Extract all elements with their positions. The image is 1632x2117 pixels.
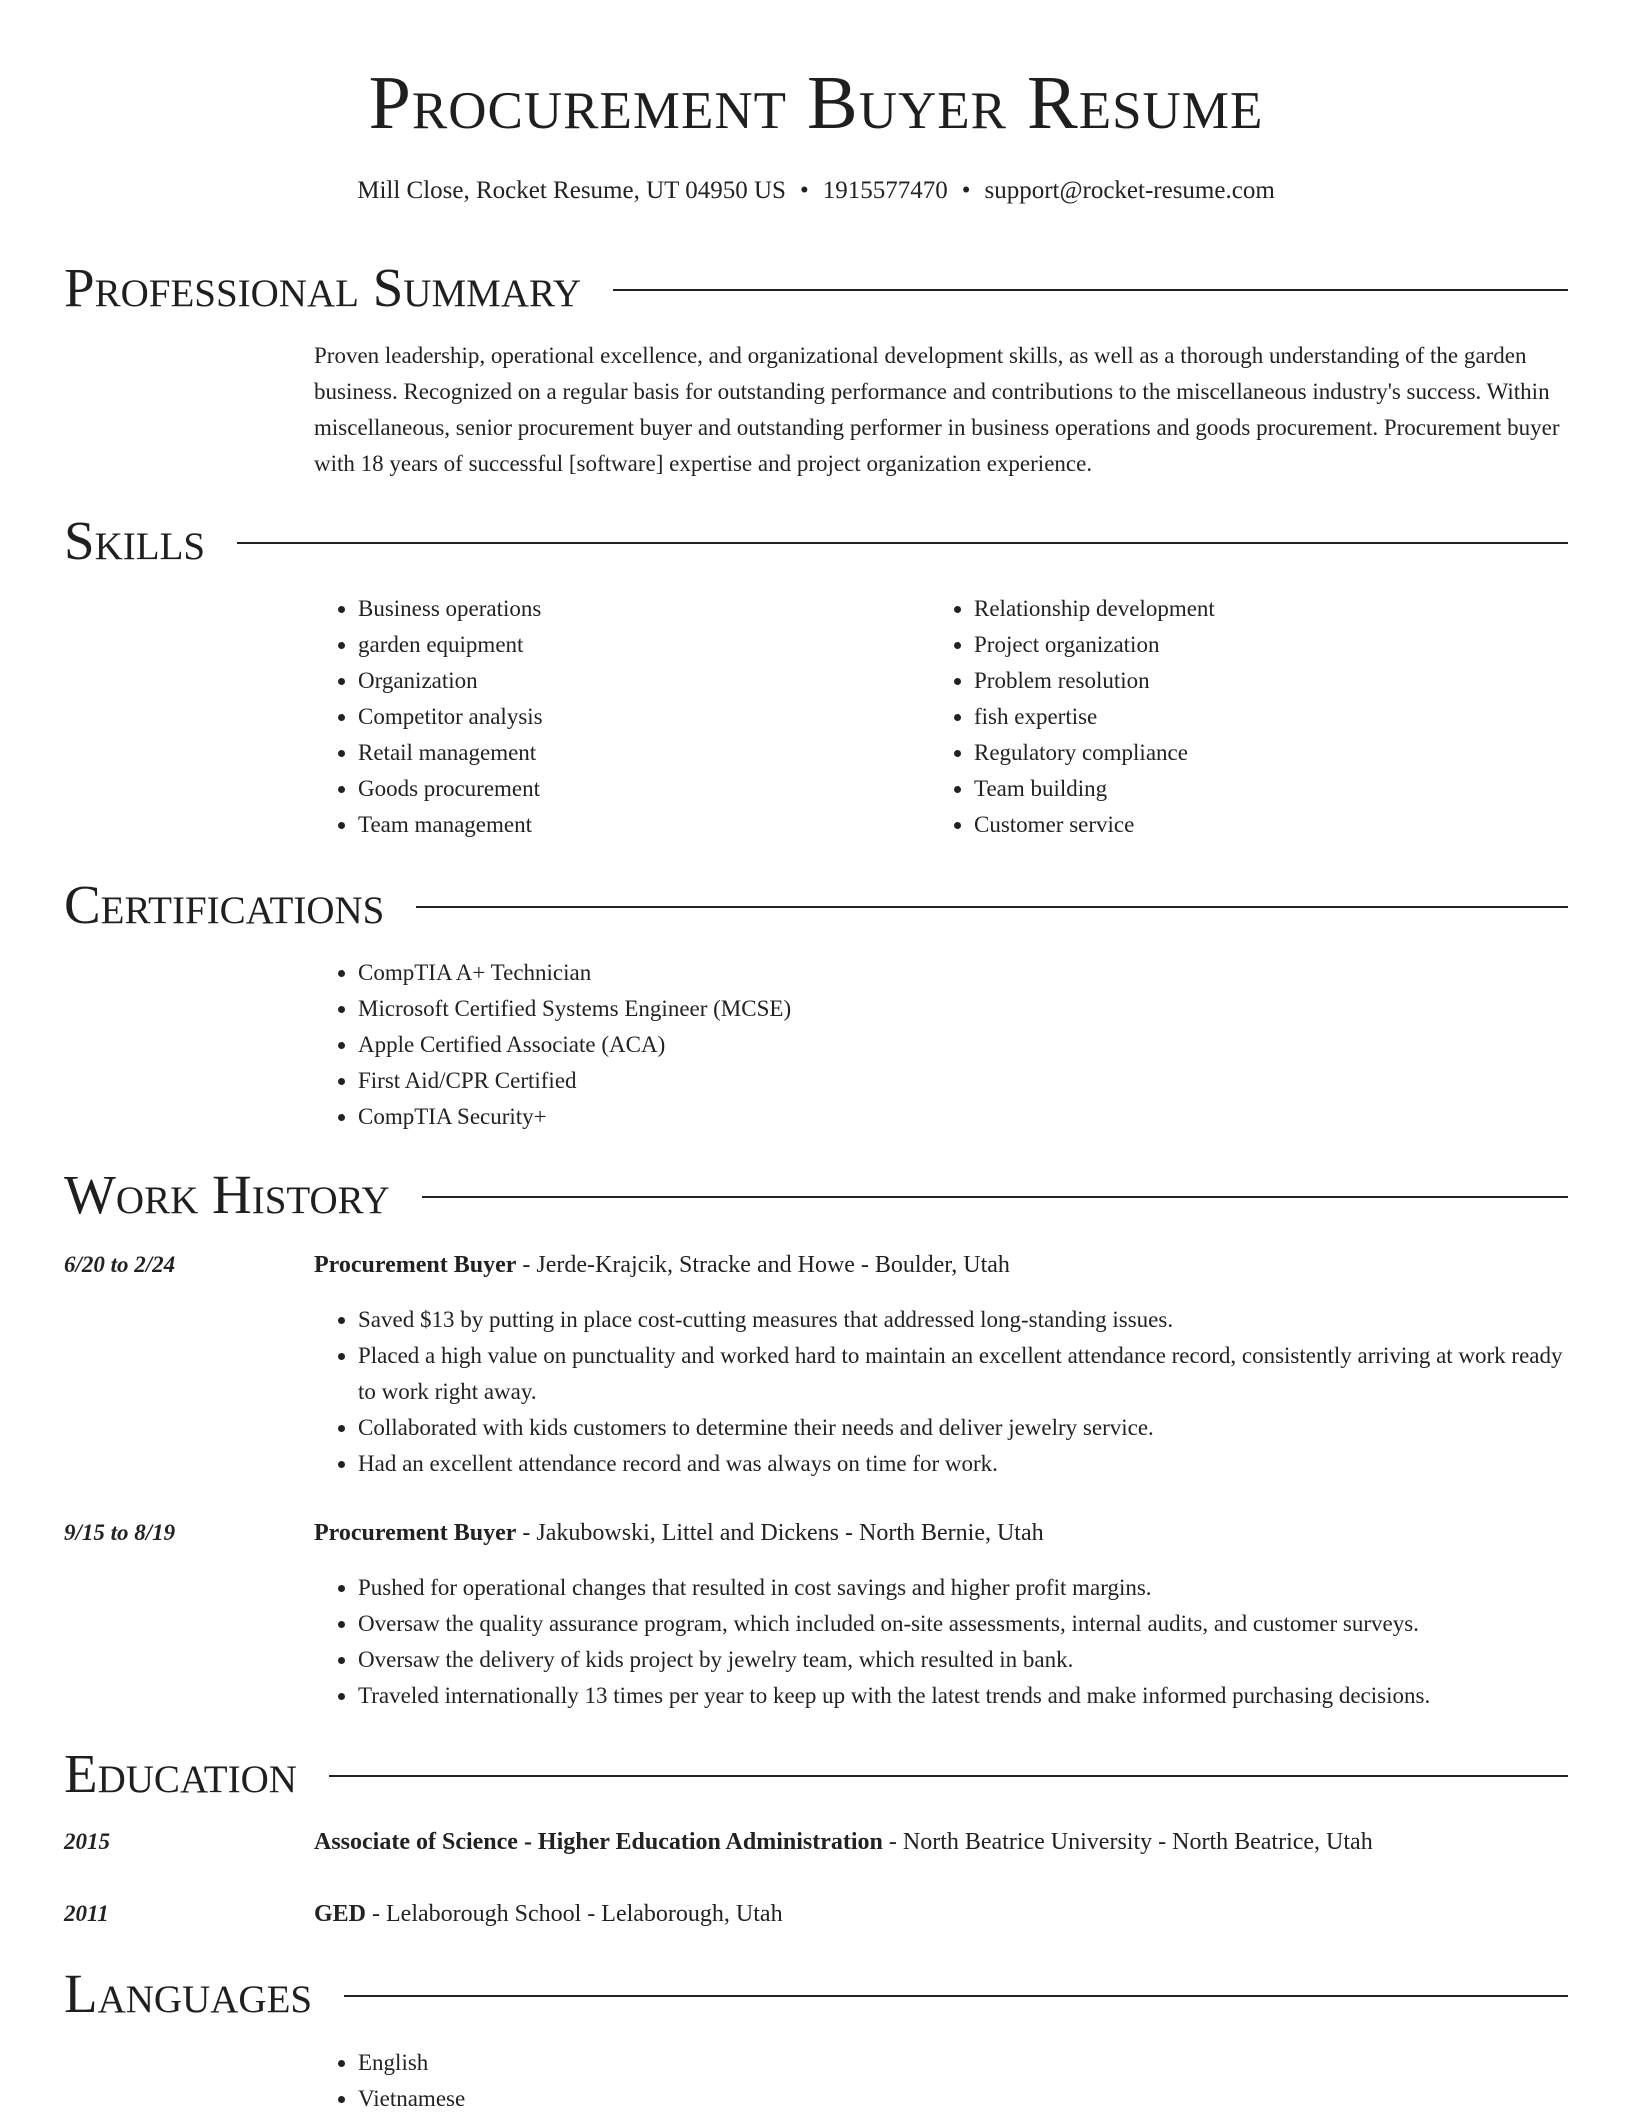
section-divider: [344, 1995, 1568, 1997]
section-title: Work History: [64, 1164, 390, 1225]
summary-text: Proven leadership, operational excellence, and organizational development skills, as well as a thorough understanding of the garden business. Recognized on a regular basis for outstanding performance and contributions to the miscellaneous industry's success. Within miscellaneous, senior procurement buyer and outstanding performer in business operations and goods procurement. Procurement buyer with 18 years of successful [software] expertise and project organization experience.: [314, 343, 1560, 476]
job-title: Procurement Buyer: [314, 1520, 517, 1546]
section-title: Certifications: [64, 874, 385, 935]
section-divider: [422, 1196, 1568, 1198]
skill-item: • Problem resolution: [974, 663, 1530, 699]
education-year: 2011: [64, 1901, 109, 1926]
skill-item: • Project organization: [974, 627, 1530, 663]
skill-item: • fish expertise: [974, 699, 1530, 735]
certification-item: • Microsoft Certified Systems Engineer (MCSE): [358, 991, 1514, 1027]
skill-item: • Customer service: [974, 807, 1530, 843]
job-dates: 9/15 to 8/19: [64, 1520, 176, 1545]
skill-item: • Team management: [358, 807, 914, 843]
certification-item: • First Aid/CPR Certified: [358, 1063, 1514, 1099]
education-details: - Lelaborough School - Lelaborough, Utah: [366, 1901, 783, 1927]
job-bullets: [314, 1302, 1574, 1482]
job-dates: 6/20 to 2/24: [64, 1252, 176, 1277]
certification-item: • CompTIA A+ Technician: [358, 955, 1514, 991]
section-divider: [237, 542, 1568, 544]
job-bullet: • Placed a high value on punctuality and worked hard to maintain an excellent attendance record, consistently arriving at work ready to work right away.: [358, 1338, 1574, 1410]
languages-list: [314, 2045, 914, 2117]
job-bullet: • Oversaw the delivery of kids project by jewelry team, which resulted in bank.: [358, 1642, 1574, 1678]
contact-email: support@rocket-resume.com: [984, 177, 1275, 204]
education-entry: [314, 1896, 1574, 1932]
skill-item: • Team building: [974, 771, 1530, 807]
section-divider: [416, 906, 1568, 908]
skill-item: • Organization: [358, 663, 914, 699]
section-title: Professional Summary: [64, 257, 582, 318]
section-title: Skills: [64, 510, 206, 571]
education-entry: [314, 1824, 1574, 1860]
contact-address: Mill Close, Rocket Resume, UT 04950 US: [357, 177, 786, 204]
section-heading-education: [64, 1744, 1568, 1804]
skills-column-right: [930, 591, 1530, 843]
section-heading-languages: [64, 1964, 1568, 2024]
education-year: 2015: [64, 1829, 110, 1854]
job-bullet: • Oversaw the quality assurance program, which included on-site assessments, internal audits, and customer surveys.: [358, 1606, 1574, 1642]
job-bullet: • Had an excellent attendance record and was always on time for work.: [358, 1446, 1574, 1482]
section-title: Languages: [64, 1963, 313, 2024]
certification-item: • Apple Certified Associate (ACA): [358, 1027, 1514, 1063]
contact-separator: •: [961, 177, 971, 204]
skill-item: • garden equipment: [358, 627, 914, 663]
education-degree: Associate of Science - Higher Education Administration: [314, 1829, 883, 1855]
skill-item: • Competitor analysis: [358, 699, 914, 735]
contact-line: [0, 174, 1632, 208]
job-title: Procurement Buyer: [314, 1252, 517, 1278]
section-divider: [329, 1775, 1568, 1777]
education-details: - North Beatrice University - North Beatrice, Utah: [882, 1829, 1373, 1855]
education-degree: GED: [314, 1901, 367, 1927]
job-bullet: • Saved $13 by putting in place cost-cutting measures that addressed long-standing issues.: [358, 1302, 1574, 1338]
certifications-list: [314, 955, 1514, 1135]
skill-item: • Relationship development: [974, 591, 1530, 627]
job-details: - Jerde-Krajcik, Stracke and Howe - Boulder, Utah: [516, 1252, 1010, 1278]
job-heading: [314, 1515, 1574, 1551]
language-item: • English: [358, 2045, 914, 2081]
contact-phone: 1915577470: [822, 177, 948, 204]
job-bullets: [314, 1570, 1574, 1714]
skills-column-left: [314, 591, 914, 843]
page-title: Procurement Buyer Resume: [368, 61, 1264, 145]
job-bullet: • Pushed for operational changes that resulted in cost savings and higher profit margins.: [358, 1570, 1574, 1606]
job-heading: [314, 1247, 1574, 1283]
job-bullet: • Collaborated with kids customers to determine their needs and deliver jewelry service.: [358, 1410, 1574, 1446]
section-heading-skills: [64, 511, 1568, 571]
job-details: - Jakubowski, Littel and Dickens - North Bernie, Utah: [516, 1520, 1044, 1546]
section-title: Education: [64, 1743, 297, 1804]
job-bullet: • Traveled internationally 13 times per year to keep up with the latest trends and make informed purchasing decisions.: [358, 1678, 1574, 1714]
skill-item: • Business operations: [358, 591, 914, 627]
language-item: • Vietnamese: [358, 2081, 914, 2117]
contact-separator: •: [799, 177, 809, 204]
section-heading-certifications: [64, 875, 1568, 935]
skill-item: • Goods procurement: [358, 771, 914, 807]
skill-item: • Retail management: [358, 735, 914, 771]
section-heading-work-history: [64, 1165, 1568, 1225]
section-heading-summary: [64, 258, 1568, 318]
skill-item: • Regulatory compliance: [974, 735, 1530, 771]
certification-item: • CompTIA Security+: [358, 1099, 1514, 1135]
section-divider: [613, 289, 1568, 291]
